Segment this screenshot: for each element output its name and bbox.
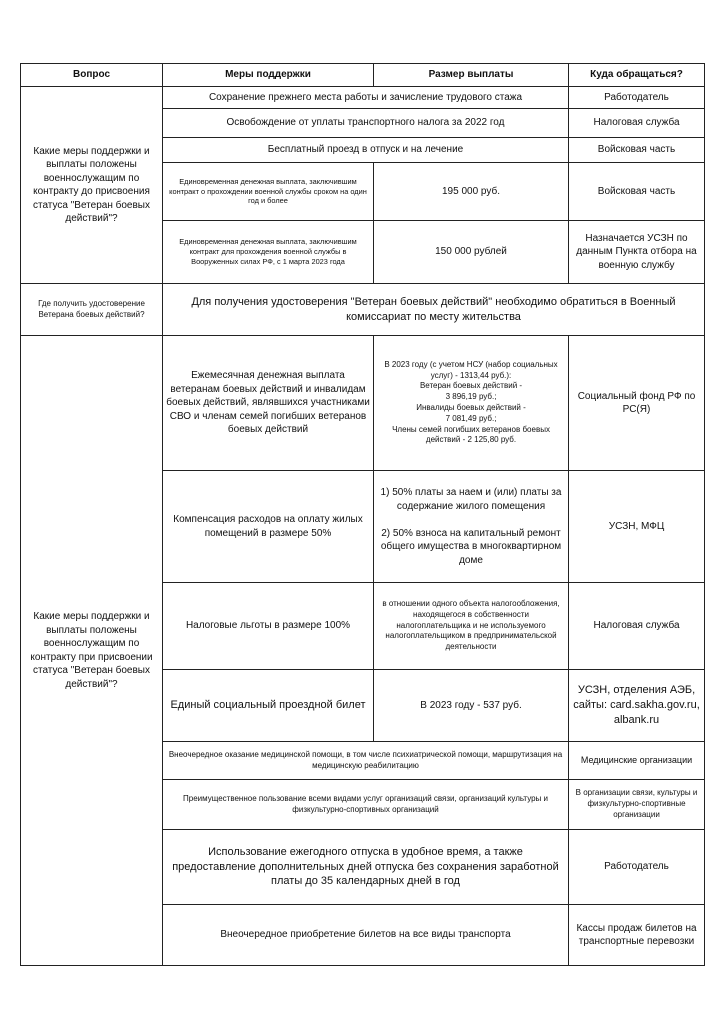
where-cell: УСЗН, МФЦ — [569, 471, 705, 583]
amount-cell: 1) 50% платы за наем и (или) платы за содержание жилого помещения 2) 50% взноса на капитальный ремонт общего имущества в многоквартирном доме — [374, 471, 569, 583]
table-row — [21, 336, 705, 471]
section3-question: Какие меры поддержки и выплаты положены военнослужащим по контракту при присвоении статуса "Ветеран боевых действий"? — [21, 336, 163, 966]
header-amount: Размер выплаты — [374, 64, 569, 87]
header-where: Куда обращаться? — [569, 64, 705, 87]
header-question: Вопрос — [21, 64, 163, 87]
header-row — [21, 64, 705, 87]
measure-cell: Внеочередное оказание медицинской помощи, в том числе психиатрической помощи, маршрутизация на медицинскую реабилитацию — [163, 742, 569, 780]
where-cell: Назначается УСЗН по данным Пункта отбора на военную службу — [569, 221, 705, 284]
where-cell: Работодатель — [569, 830, 705, 905]
where-cell: Войсковая часть — [569, 163, 705, 221]
where-cell: Налоговая служба — [569, 109, 705, 138]
section2-question: Где получить удостоверение Ветерана боевых действий? — [21, 284, 163, 336]
measure-cell: Преимущественное пользование всеми видами услуг организаций связи, организаций культуры и физкультурно-спортивных организаций — [163, 780, 569, 830]
measure-cell: Освобождение от уплаты транспортного налога за 2022 год — [163, 109, 569, 138]
table-row — [21, 87, 705, 109]
header-measures: Меры поддержки — [163, 64, 374, 87]
where-cell: Медицинские организации — [569, 742, 705, 780]
measure-cell: Внеочередное приобретение билетов на все виды транспорта — [163, 905, 569, 966]
where-cell: УСЗН, отделения АЭБ, сайты: card.sakha.gov.ru, albank.ru — [569, 670, 705, 742]
measure-cell: Сохранение прежнего места работы и зачисление трудового стажа — [163, 87, 569, 109]
where-cell: В организации связи, культуры и физкультурно-спортивные организации — [569, 780, 705, 830]
measure-cell: Единый социальный проездной билет — [163, 670, 374, 742]
table-row — [21, 284, 705, 336]
measure-cell: Использование ежегодного отпуска в удобное время, а также предоставление дополнительных дней отпуска без сохранения заработной платы до 35 календарных дней в год — [163, 830, 569, 905]
measure-cell: Ежемесячная денежная выплата ветеранам боевых действий и инвалидам боевых действий, являвшихся участниками СВО и членам семей погибших ветеранов боевых действий — [163, 336, 374, 471]
support-measures-table — [20, 63, 705, 966]
where-cell: Кассы продаж билетов на транспортные перевозки — [569, 905, 705, 966]
measure-cell: Компенсация расходов на оплату жилых помещений в размере 50% — [163, 471, 374, 583]
section2-answer: Для получения удостоверения "Ветеран боевых действий" необходимо обратиться в Военный комиссариат по месту жительства — [163, 284, 705, 336]
section1-question: Какие меры поддержки и выплаты положены военнослужащим по контракту до присвоения статуса "Ветеран боевых действий"? — [21, 87, 163, 284]
amount-cell: 195 000 руб. — [374, 163, 569, 221]
measure-cell: Налоговые льготы в размере 100% — [163, 583, 374, 670]
amount-cell: в отношении одного объекта налогообложения, находящегося в собственности налогоплательщика и не используемого налогоплательщиком в предпринимательской деятельности — [374, 583, 569, 670]
where-cell: Налоговая служба — [569, 583, 705, 670]
amount-cell: В 2023 году (с учетом НСУ (набор социальных услуг) - 1313,44 руб.): Ветеран боевых действий - 3 896,19 руб.; Инвалиды боевых действий - 7 081,49 руб.; Члены семей погибших ветеранов боевых действий - 2 125,80 руб. — [374, 336, 569, 471]
measure-cell: Бесплатный проезд в отпуск и на лечение — [163, 138, 569, 163]
where-cell: Войсковая часть — [569, 138, 705, 163]
measure-cell: Единовременная денежная выплата, заключившим контракт для прохождения военной службы в Вооруженных силах РФ, с 1 марта 2023 года — [163, 221, 374, 284]
amount-cell: В 2023 году - 537 руб. — [374, 670, 569, 742]
where-cell: Социальный фонд РФ по РС(Я) — [569, 336, 705, 471]
where-cell: Работодатель — [569, 87, 705, 109]
amount-cell: 150 000 рублей — [374, 221, 569, 284]
measure-cell: Единовременная денежная выплата, заключившим контракт о прохождении военной службы сроком на один год и более — [163, 163, 374, 221]
